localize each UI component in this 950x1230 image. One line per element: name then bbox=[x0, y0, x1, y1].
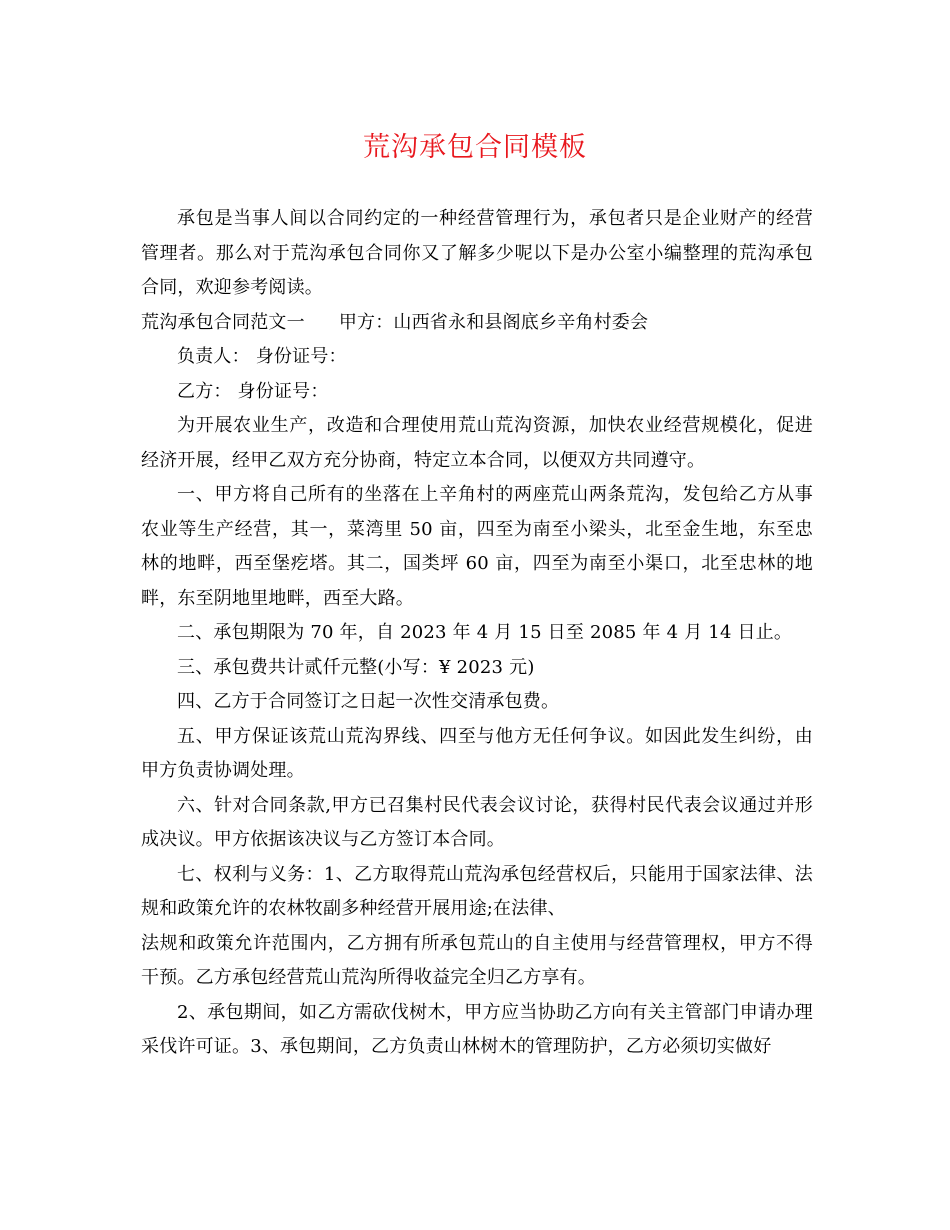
paragraph-clause-7-continued: 法规和政策允许范围内，乙方拥有所承包荒山的自主使用与经营管理权，甲方不得干预。乙方承包经营荒山荒沟所得收益完全归乙方享有。 bbox=[141, 932, 813, 988]
paragraph-clause-7: 七、权利与义务：1、乙方取得荒山荒沟承包经营权后，只能用于国家法律、法规和政策允许的农林牧副多种经营开展用途;在法律、 bbox=[141, 863, 813, 919]
document-title: 荒沟承包合同模板 bbox=[363, 132, 587, 163]
paragraph-clause-2: 二、承包期限为 70 年，自 2023 年 4 月 15 日至 2085 年 4 月 14 日止。 bbox=[177, 622, 793, 643]
paragraph-sample-heading bbox=[141, 306, 813, 341]
paragraph-clause-7-item-2: 2、承包期间，如乙方需砍伐树木，甲方应当协助乙方向有关主管部门申请办理采伐许可证。3、承包期间，乙方负责山林树木的管理防护，乙方必须切实做好 bbox=[141, 1001, 813, 1057]
paragraph-clause-1: 一、甲方将自己所有的坐落在上辛角村的两座荒山两条荒沟，发包给乙方从事农业等生产经营，其一，菜湾里 50 亩，四至为南至小梁头，北至金生地，东至忠林的地畔，西至堡疙塔。其二，国类坪 60 亩，四至为南至小渠口，北至忠林的地畔，东至阴地里地畔，西至大路。 bbox=[141, 484, 813, 609]
sample-heading: 荒沟承包合同范文一 bbox=[141, 311, 305, 333]
paragraph-clause-3: 三、承包费共计贰仟元整(小写：¥ 2023 元) bbox=[177, 656, 535, 678]
paragraph-purpose: 为开展农业生产，改造和合理使用荒山荒沟资源，加快农业经营规模化，促进经济开展，经甲乙双方充分协商，特定立本合同，以便双方共同遵守。 bbox=[141, 415, 813, 471]
paragraph-intro: 承包是当事人间以合同约定的一种经营管理行为，承包者只是企业财产的经营管理者。那么对于荒沟承包合同你又了解多少呢以下是办公室小编整理的荒沟承包合同，欢迎参考阅读。 bbox=[141, 208, 813, 298]
paragraph-responsible: 负责人： 身份证号： bbox=[177, 346, 347, 367]
paragraph-clause-6: 六、针对合同条款,甲方已召集村民代表会议讨论，获得村民代表会议通过并形成决议。甲方依据该决议与乙方签订本合同。 bbox=[141, 794, 813, 850]
party-a-line: 甲方：山西省永和县阁底乡辛角村委会 bbox=[338, 311, 649, 333]
paragraph-clause-5: 五、甲方保证该荒山荒沟界线、四至与他方无任何争议。如因此发生纠纷，由甲方负责协调处理。 bbox=[141, 725, 813, 781]
document-body bbox=[141, 202, 813, 1065]
paragraph-party-b: 乙方： 身份证号： bbox=[177, 380, 329, 402]
paragraph-clause-4: 四、乙方于合同签订之日起一次性交清承包费。 bbox=[177, 691, 560, 712]
